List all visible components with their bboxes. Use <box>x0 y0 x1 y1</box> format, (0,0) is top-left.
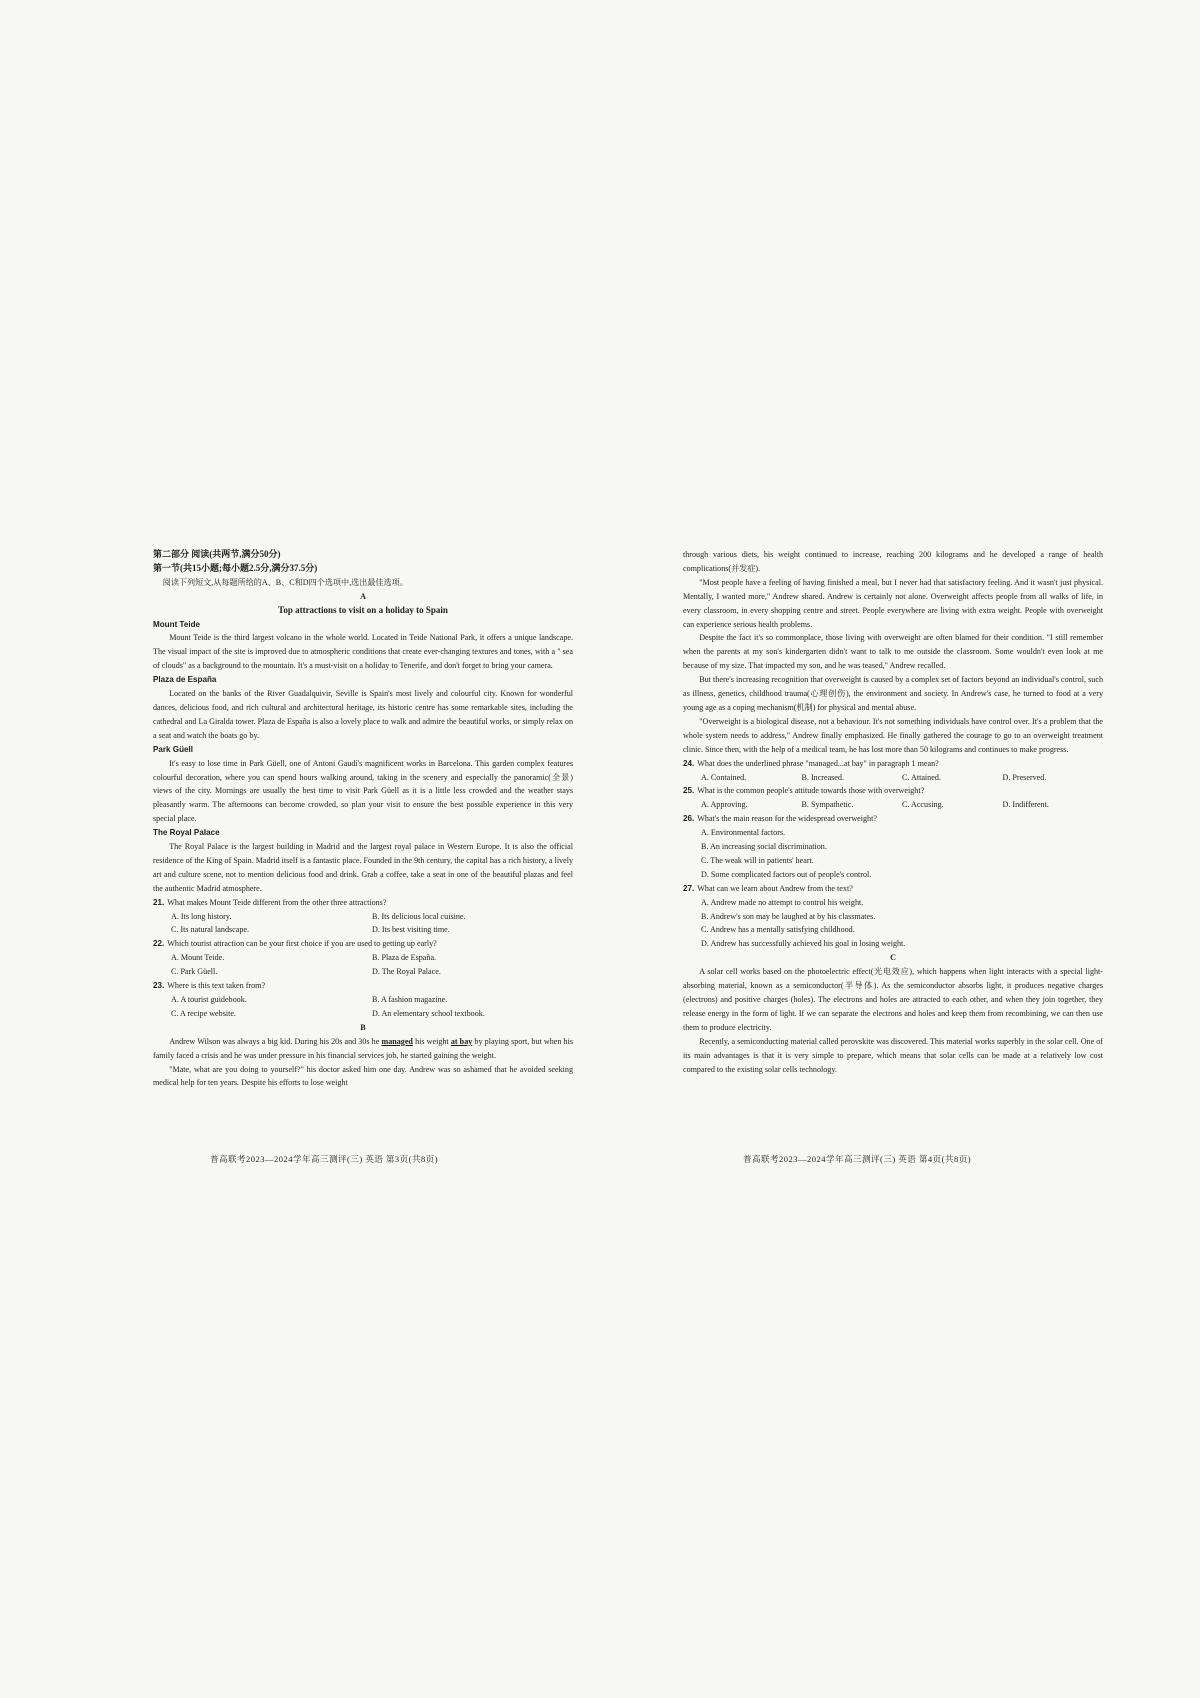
option: D. Some complicated factors out of people's control. <box>701 869 872 879</box>
option: C. Its natural landscape. <box>171 925 249 935</box>
question-number: 27. <box>683 883 695 893</box>
passage-b-paragraph-1 <box>153 1035 573 1063</box>
question-number: 25. <box>683 786 695 796</box>
option: D. Andrew has successfully achieved his goal in losing weight. <box>701 939 906 949</box>
option: C. Andrew has a mentally satisfying childhood. <box>701 925 855 935</box>
question-25 <box>683 784 1103 812</box>
option: D. Its best visiting time. <box>372 925 450 935</box>
option: B. Its delicious local cuisine. <box>372 911 466 921</box>
option: B. Sympathetic. <box>801 800 854 810</box>
question-22 <box>153 937 573 979</box>
question-number: 23. <box>153 981 165 991</box>
passage-a-letter: A <box>360 591 366 601</box>
underlined-phrase-at-bay: at bay <box>450 1036 473 1046</box>
option: A. Environmental factors. <box>701 828 786 838</box>
question-number: 21. <box>153 897 165 907</box>
section-heading-royal-palace: The Royal Palace <box>153 828 220 838</box>
question-21 <box>153 896 573 938</box>
passage-b-paragraph-2: "Mate, what are you doing to yourself?" his doctor asked him one day. Andrew was so ashamed that he avoided seeking medical help for ten years. Despite his efforts to lose weight <box>153 1064 573 1088</box>
option: A. Its long history. <box>171 911 232 921</box>
section-text-mount-teide: Mount Teide is the third largest volcano in the whole world. Located in Teide National Park, it offers a unique landscape. The visual impact of the site is improved due to atmospheric conditions that create ever-changing textures and tones, with a " sea of clouds" as a background to the mountain. It's a must-visit on a holiday to Tenerife, and don't forget to bring your camera. <box>153 633 573 671</box>
passage-c-paragraph: Recently, a semiconducting material called perovskite was discovered. This material works superbly in the solar cell. One of its main advantages is that it is very simple to prepare, which means that solar cells can be made at a relatively low cost compared to the existing solar cells technology. <box>683 1036 1103 1074</box>
text-run: his weight <box>412 1036 451 1046</box>
option: D. An elementary school textbook. <box>372 1008 485 1018</box>
part-heading: 第二部分 阅读(共两节,满分50分) <box>153 549 281 559</box>
option: D. The Royal Palace. <box>372 967 441 977</box>
question-number: 22. <box>153 939 165 949</box>
option: C. The weak will in patients' heart. <box>701 855 814 865</box>
passage-b-letter: B <box>360 1022 366 1032</box>
passage-b-paragraph: Despite the fact it's so commonplace, those living with overweight are often blamed for their condition. "I still remember when the parents at my son's kindergarten didn't want to talk to me outside the classroom. Some wouldn't even look at me because of my size. That impacted my son, and he was teased," Andrew recalled. <box>683 633 1103 671</box>
option: C. Attained. <box>902 772 941 782</box>
question-stem: What does the underlined phrase "managed...at bay" in paragraph 1 mean? <box>697 758 939 768</box>
option: C. Park Güell. <box>171 967 218 977</box>
section-text-royal-palace: The Royal Palace is the largest building in Madrid and the largest royal palace in Western Europe. It is also the official residence of the King of Spain. Madrid itself is a fantastic place. Founded in the 9th century, the capital has a rich history, a lively art and culture scene, not to mention delicious food and drink. Grab a coffee, take a seat in one of the beautiful plazas and feel the authentic Madrid atmosphere. <box>153 842 573 893</box>
text-run: by playing sport, but when his family faced a crisis and he was under pressure in his financial services job, he started gaining the weight. <box>153 1036 573 1060</box>
question-stem: What makes Mount Teide different from the other three attractions? <box>167 897 387 907</box>
section-text-park-guell: It's easy to lose time in Park Güell, one of Antoni Gaudí's magnificent works in Barcelona. This garden complex features colourful decoration, where you can spend hours walking around, taking in the scenery and especially the panoramic(全景) views of the city. Mornings are usually the best time to visit Park Güell as it is a little less crowded and the weather stays pleasantly warm. The afternoons can become crowded, so plan your visit to ensure the best possible experience in this very special place. <box>153 758 573 824</box>
left-page <box>153 548 573 1090</box>
question-24 <box>683 757 1103 785</box>
option: A. Contained. <box>701 772 747 782</box>
option: A. A tourist guidebook. <box>171 995 247 1004</box>
option: B. Andrew's son may be laughed at by his classmates. <box>701 911 876 921</box>
option: B. An increasing social discrimination. <box>701 842 827 852</box>
passage-a-title: Top attractions to visit on a holiday to Spain <box>278 604 448 615</box>
question-stem: What's the main reason for the widespread overweight? <box>697 814 877 824</box>
section-text-plaza: Located on the banks of the River Guadalquivir, Seville is Spain's most lively and colourful city. Known for wonderful dances, delicious food, and rich cultural and architectural heritage, its historic centre has some remarkable sites, including the cathedral and La Giralda tower. Plaza de España is also a lovely place to walk and admire the beautiful works, or simply relax on a seat and watch the boats go by. <box>153 689 573 740</box>
question-23 <box>153 979 573 1021</box>
option: A. Andrew made no attempt to control his weight. <box>701 897 864 907</box>
passage-b-paragraph: But there's increasing recognition that overweight is caused by a complex set of factors beyond an individual's control, such as illness, genetics, childhood trauma(心理创伤), the environment and society. In Andrew's case, he turned to food at a very young age as a coping mechanism(机制) for physical and mental abuse. <box>683 675 1103 712</box>
passage-b-paragraph: "Most people have a feeling of having finished a meal, but I never had that satisfactory feeling. And it wasn't just physical. Mentally, I wanted more," Andrew shared. Andrew is certainly not alone. Overweight affects people from all walks of life, in every classroom, in every shopping centre and street. People everywhere are living with extra weight. People with overweight can experience serious health problems. <box>683 577 1103 629</box>
section-heading-park-guell: Park Güell <box>153 744 194 754</box>
question-stem: What is the common people's attitude towards those with overweight? <box>697 786 925 796</box>
passage-b-paragraph: "Overweight is a biological disease, not a behaviour. It's not something individuals have control over. It's a problem that the whole system needs to address," Andrew finally emphasized. He finally gathered the courage to go to an overweight treatment clinic. Since then, with the help of a medical team, he has lost more than 50 kilograms and continues to make progress. <box>683 716 1103 754</box>
question-27 <box>683 882 1103 952</box>
option: B. Plaza de España. <box>372 953 437 963</box>
footer-right: 普高联考2023—2024学年高三测评(三) 英语 第4页(共8页) <box>743 1154 972 1164</box>
option: D. Indifferent. <box>1002 800 1049 810</box>
option: D. Preserved. <box>1002 772 1047 782</box>
section-heading: 第一节(共15小题;每小题2.5分,满分37.5分) <box>153 562 318 573</box>
question-number: 24. <box>683 758 695 768</box>
section-heading-plaza: Plaza de España <box>153 675 217 685</box>
option: C. Accusing. <box>902 800 944 810</box>
section-heading-mount-teide: Mount Teide <box>153 619 201 629</box>
option: B. A fashion magazine. <box>372 995 448 1004</box>
option: A. Mount Teide. <box>171 953 225 963</box>
passage-b-continued: through various diets, his weight continued to increase, reaching 200 kilograms and he developed a range of health complications(并发症). <box>683 550 1103 573</box>
question-stem: Which tourist attraction can be your first choice if you are used to getting up early? <box>167 939 437 949</box>
right-page <box>683 548 1103 1076</box>
question-stem: What can we learn about Andrew from the text? <box>697 883 853 893</box>
footer-left: 普高联考2023—2024学年高三测评(三) 英语 第3页(共8页) <box>210 1154 439 1164</box>
option: A. Approving. <box>701 800 748 810</box>
question-26 <box>683 812 1103 882</box>
underlined-phrase-managed: managed <box>381 1036 413 1046</box>
option: B. Increased. <box>801 772 844 782</box>
question-stem: Where is this text taken from? <box>167 981 266 991</box>
option: C. A recipe website. <box>171 1008 236 1018</box>
text-run: Andrew Wilson was always a big kid. During his 20s and 30s he <box>169 1036 382 1046</box>
instructions: 阅读下列短文,从每题所给的A、B、C和D四个选项中,选出最佳选项。 <box>162 577 408 587</box>
passage-c-paragraph: A solar cell works based on the photoelectric effect(光电效应), which happens when light interacts with a special light-absorbing material, known as a semiconductor(半导体). As the semiconductor absorbs light, it produces negative charges (electrons) and positive charges (holes). The electrons and holes are attracted to each other, and when they join together, they release energy in the form of light. If we can separate the electrons and holes and keep them from recombining, we can then use them to produce electricity. <box>683 967 1103 1032</box>
passage-c-letter: C <box>890 953 896 963</box>
question-number: 26. <box>683 814 695 824</box>
